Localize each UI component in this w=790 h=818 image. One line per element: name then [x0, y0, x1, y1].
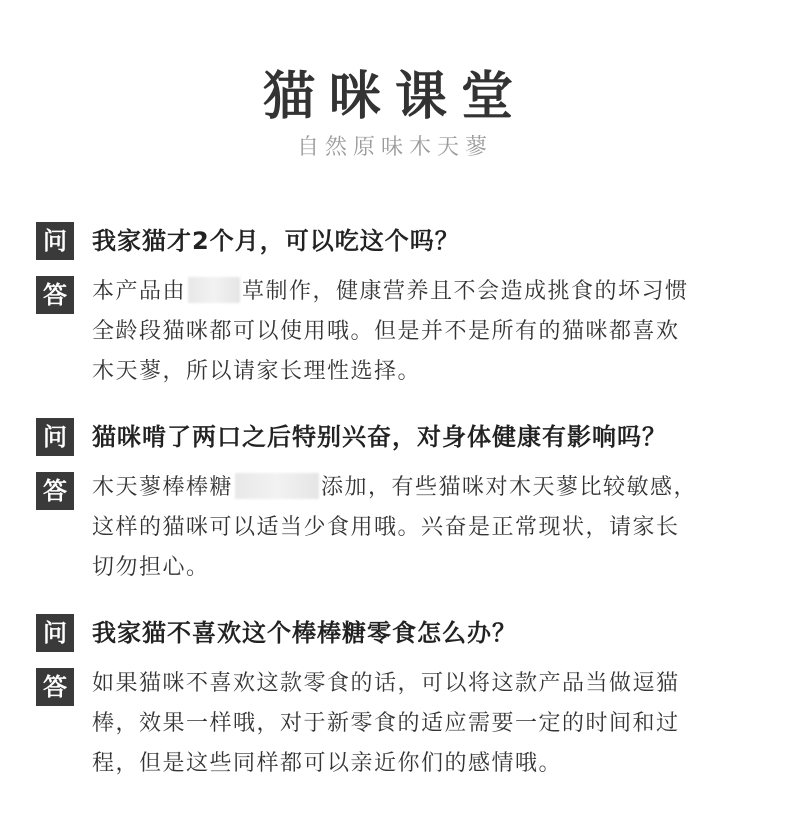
answer-line	[92, 272, 766, 312]
answer-text	[92, 468, 766, 588]
answer-line: 全龄段猫咪都可以使用哦。但是并不是所有的猫咪都喜欢	[92, 319, 680, 344]
answer-text	[92, 272, 766, 392]
answer-badge: 答	[36, 472, 74, 510]
question-badge: 问	[36, 614, 74, 652]
question-row	[36, 220, 766, 262]
answer-badge: 答	[36, 276, 74, 314]
answer-line	[92, 468, 766, 508]
page-subtitle: 自然原味木天蓼	[296, 135, 493, 160]
answer-row	[36, 272, 766, 392]
question-row	[36, 612, 766, 654]
question-text: 我家猫不喜欢这个棒棒糖零食怎么办？	[92, 619, 517, 647]
answer-badge: 答	[36, 668, 74, 706]
page-title: 猫咪课堂	[262, 67, 527, 127]
question-text: 猫咪啃了两口之后特别兴奋，对身体健康有影响吗？	[92, 423, 667, 451]
qa-item-3	[36, 612, 766, 784]
answer-line: 棒，效果一样哦，对于新零食的适应需要一定的时间和过	[92, 711, 680, 736]
qa-item-1	[36, 220, 766, 392]
question-row	[36, 416, 766, 458]
question-badge: 问	[36, 222, 74, 260]
answer-line: 这样的猫咪可以适当少食用哦。兴奋是正常现状，请家长	[92, 515, 680, 540]
answer-line: 切勿担心。	[92, 555, 210, 580]
answer-row	[36, 664, 766, 784]
answer-line: 程，但是这些同样都可以亲近你们的感情哦。	[92, 751, 563, 776]
answer-fragment: 本产品由	[92, 279, 187, 304]
answer-text	[92, 664, 766, 784]
blurred-text-mask	[188, 277, 240, 303]
answer-fragment: 木天蓼棒棒糖	[92, 475, 234, 500]
qa-item-2	[36, 416, 766, 588]
question-text: 我家猫才2个月，可以吃这个吗？	[92, 227, 460, 255]
answer-fragment: 添加，有些猫咪对木天蓼比较敏感，	[321, 475, 698, 500]
answer-fragment: 草制作，健康营养且不会造成挑食的坏习惯	[242, 279, 689, 304]
answer-row	[36, 468, 766, 588]
answer-line: 木天蓼，所以请家长理性选择。	[92, 359, 422, 384]
answer-line: 如果猫咪不喜欢这款零食的话，可以将这款产品当做逗猫	[92, 671, 680, 696]
question-badge: 问	[36, 418, 74, 456]
blurred-text-mask	[235, 473, 319, 499]
